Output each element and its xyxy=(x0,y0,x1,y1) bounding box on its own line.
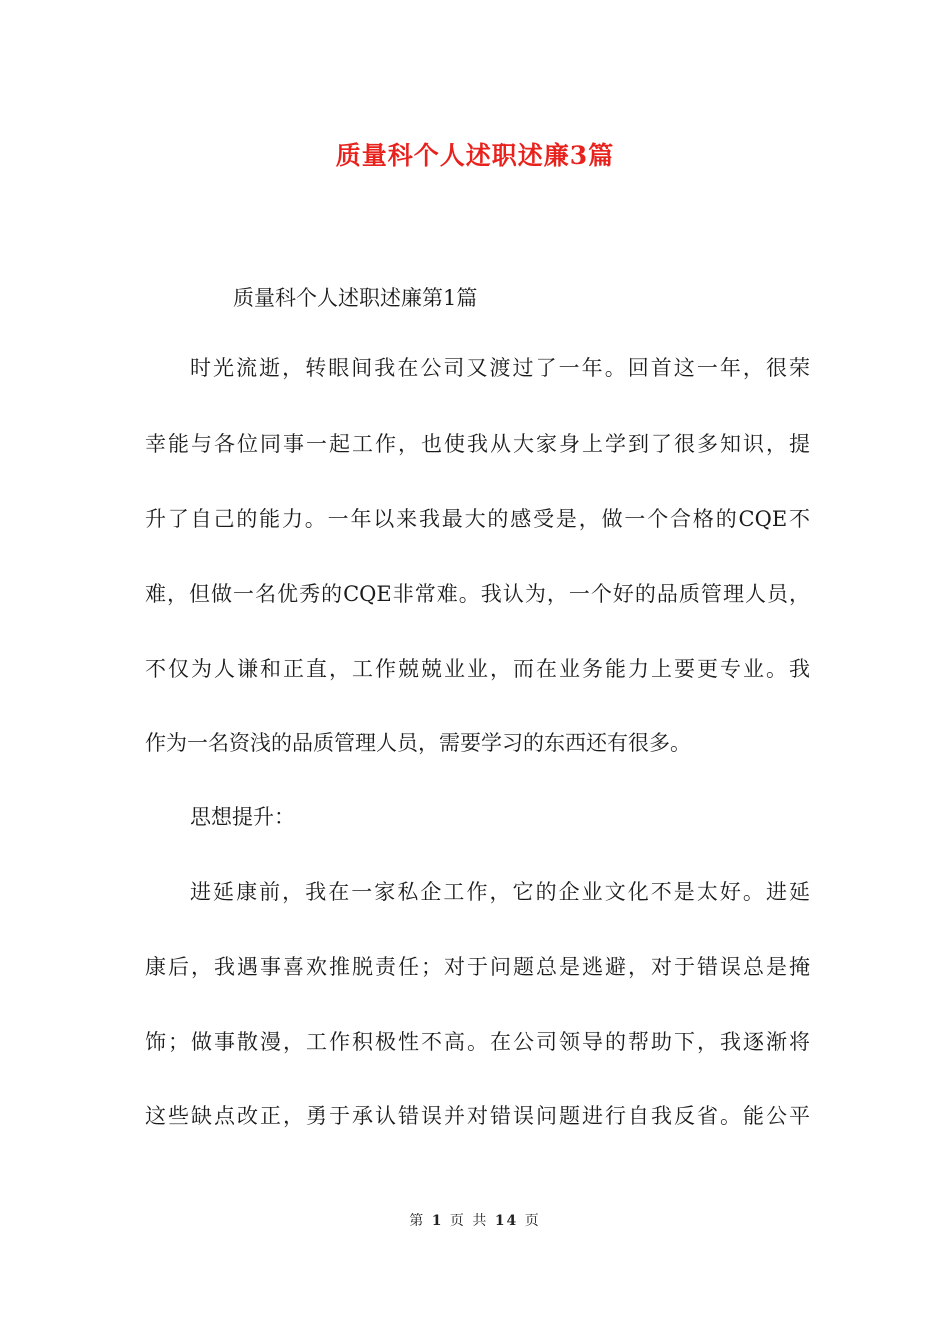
footer-mid: 页 共 xyxy=(449,1213,489,1229)
paragraph-line: 时光流逝，转眼间我在公司又渡过了一年。回首这一年，很荣 xyxy=(190,356,810,380)
section-heading: 质量科个人述职述廉第1篇 xyxy=(233,286,478,310)
paragraph-line: 康后，我遇事喜欢推脱责任；对于问题总是逃避，对于错误总是掩 xyxy=(145,955,810,979)
paragraph-line: 升了自己的能力。一年以来我最大的感受是，做一个合格的CQE不 xyxy=(145,507,810,531)
paragraph-line: 作为一名资浅的品质管理人员，需要学习的东西还有很多。 xyxy=(145,731,691,755)
footer-total-pages: 14 xyxy=(494,1213,519,1229)
paragraph-line: 幸能与各位同事一起工作，也使我从大家身上学到了很多知识，提 xyxy=(145,432,810,456)
paragraph-line: 不仅为人谦和正直，工作兢兢业业，而在业务能力上要更专业。我 xyxy=(145,657,810,681)
paragraph-line: 进延康前，我在一家私企工作，它的企业文化不是太好。进延 xyxy=(190,880,810,904)
footer-prefix: 第 xyxy=(409,1213,426,1229)
footer-current-page: 1 xyxy=(431,1213,444,1229)
paragraph-line: 饰；做事散漫，工作积极性不高。在公司领导的帮助下，我逐渐将 xyxy=(145,1030,810,1054)
paragraph-line: 难，但做一名优秀的CQE非常难。我认为，一个好的品质管理人员， xyxy=(145,582,810,606)
footer-suffix: 页 xyxy=(524,1213,541,1229)
subheading-thought: 思想提升： xyxy=(190,805,295,829)
document-title: 质量科个人述职述廉3篇 xyxy=(335,141,615,170)
page-footer xyxy=(0,1210,950,1230)
paragraph-line: 这些缺点改正，勇于承认错误并对错误问题进行自我反省。能公平 xyxy=(145,1104,810,1128)
